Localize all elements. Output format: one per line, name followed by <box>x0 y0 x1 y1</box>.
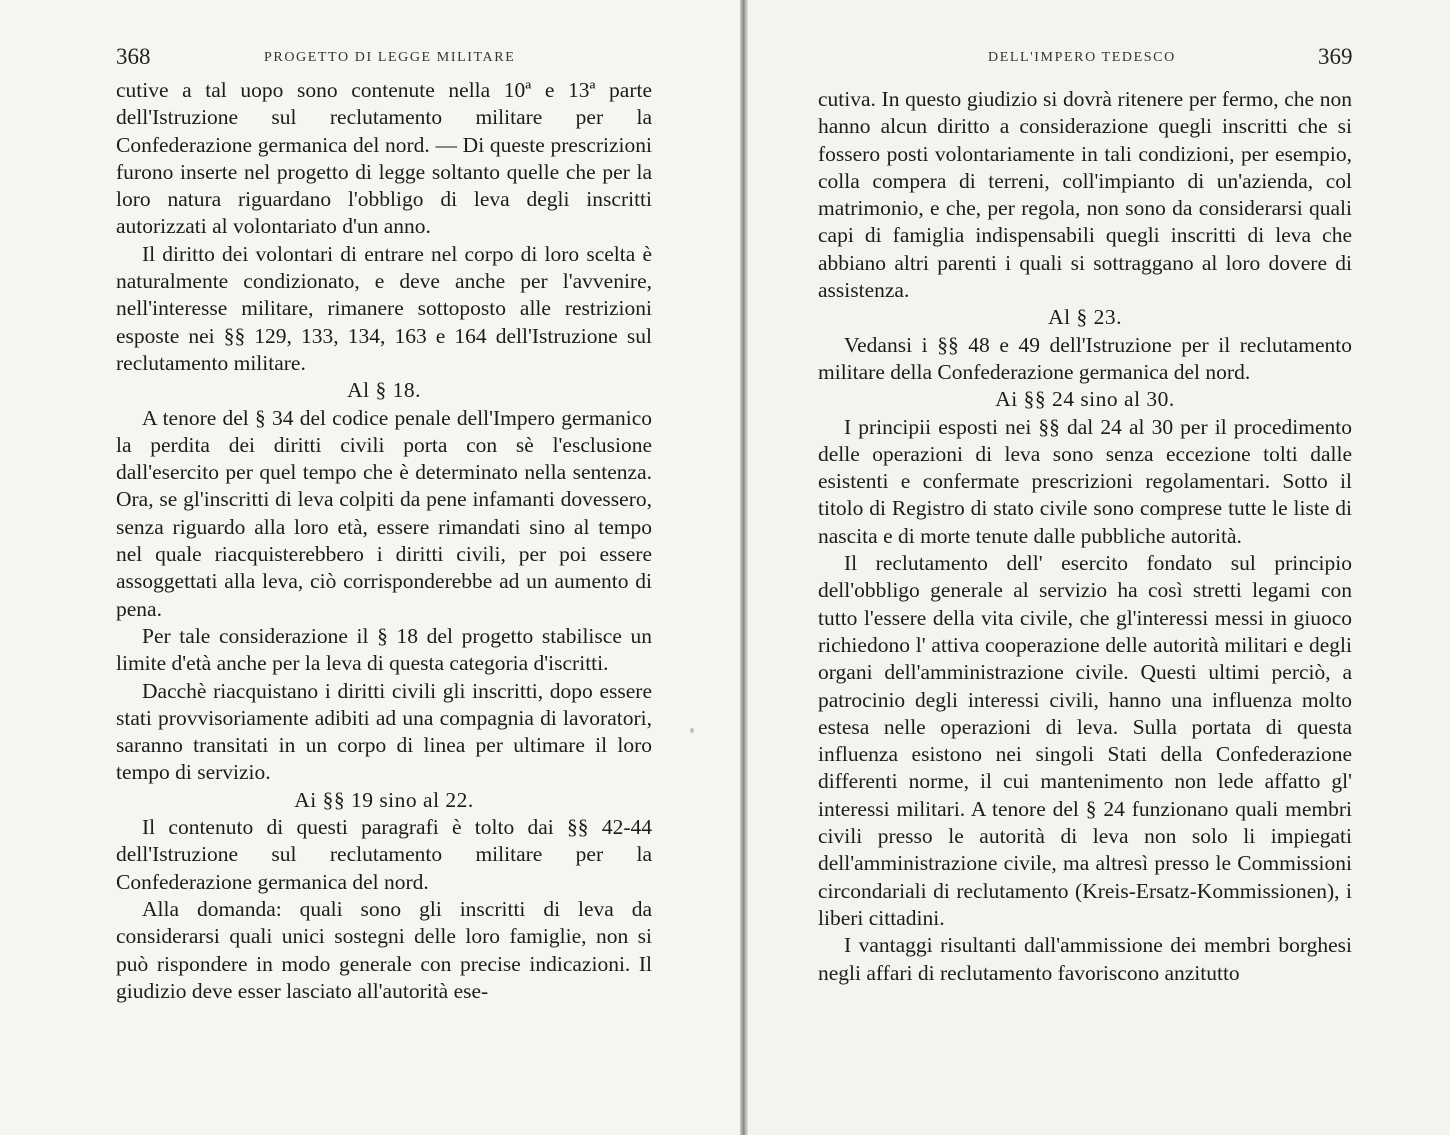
paragraph: Vedansi i §§ 48 e 49 dell'Istruzione per il reclutamento militare della Confederazione germanica del nord. <box>818 332 1352 384</box>
right-page <box>748 0 1450 1135</box>
section-heading: Al § 23. <box>1048 305 1122 330</box>
section-heading: Al § 18. <box>347 378 421 403</box>
paragraph: I principii esposti nei §§ dal 24 al 30 per il procedimento delle operazioni di leva sono senza eccezione tolti dalle esistenti e confermate prescrizioni regolamentari. Sotto il titolo di Registro di stato civile sono comprese tutte le liste di nascita e di morte tenute dalle pubbliche autorità. <box>818 414 1352 548</box>
paragraph: A tenore del § 34 del codice penale dell'Impero germanico la perdita dei diritti civili porta con sè l'esclusione dall'esercito per quel tempo che è determinato nella sentenza. Ora, se gl'inscritti di leva colpiti da pene infamanti dovessero, senza riguardo alla loro età, essere rimandati sino al tempo nel quale riacquisterebbero i diritti civili, per poi essere assoggettati alla leva, ciò corrisponderebbe ad un aumento di pena. <box>116 405 652 621</box>
paragraph: cutive a tal uopo sono contenute nella 10ª e 13ª parte dell'Istruzione sul reclutamento militare per la Confederazione germanica del nord. — Di queste prescrizioni furono inserte nel progetto di legge soltanto quelle che per la loro natura riguardano l'obbligo di leva degli inscritti autorizzati al volontariato d'un anno. <box>116 78 652 239</box>
body-text <box>818 86 1352 987</box>
paragraph: Dacchè riacquistano i diritti civili gli inscritti, dopo essere stati provvisoriamente adibiti ad una compagnia di lavoratori, saranno transitati in un corpo di linea per ultimare il loro tempo di servizio. <box>116 678 652 785</box>
section-heading: Ai §§ 19 sino al 22. <box>294 787 474 812</box>
paragraph: Il contenuto di questi paragrafi è tolto dai §§ 42-44 dell'Istruzione sul reclutamento militare per la Confederazione germanica del nord. <box>116 815 652 894</box>
paragraph: cutiva. In questo giudizio si dovrà ritenere per fermo, che non hanno alcun diritto a considerazione quegli inscritti che si fossero posti volontariamente in tali condizioni, per esempio, colla compera di terreni, coll'impianto di un'azienda, col matrimonio, e che, per regola, non sono da considerarsi quali capi di famiglia indispensabili quegli inscritti di leva che abbiano altri parenti i quali si sottraggano al loro dovere di assistenza. <box>818 87 1352 303</box>
paragraph: Il diritto dei volontari di entrare nel corpo di loro scelta è naturalmente condizionato, e deve anche per l'avvenire, nell'interesse militare, rimanere sottoposto alle restrizioni esposte nei §§ 129, 133, 134, 163 e 164 dell'Istruzione sul reclutamento militare. <box>116 241 652 375</box>
running-head: DELL'IMPERO TEDESCO <box>988 50 1176 65</box>
running-head: PROGETTO DI LEGGE MILITARE <box>264 50 516 65</box>
page-number: 369 <box>1318 44 1353 69</box>
paragraph: I vantaggi risultanti dall'ammissione dei membri borghesi negli affari di reclutamento favoriscono anzitutto <box>818 933 1352 985</box>
paragraph: Alla domanda: quali sono gli inscritti di leva da considerarsi quali unici sostegni delle loro famiglie, non si può rispondere in modo generale con precise indicazioni. Il giudizio deve esser lasciato all'autorità ese- <box>116 896 652 1003</box>
section-heading: Ai §§ 24 sino al 30. <box>995 387 1175 412</box>
page-number: 368 <box>116 44 151 69</box>
paragraph: Per tale considerazione il § 18 del progetto stabilisce un limite d'età anche per la leva di questa categoria d'iscritti. <box>116 623 652 676</box>
ink-speck <box>690 728 694 733</box>
body-text <box>116 77 652 1005</box>
book-gutter <box>740 0 748 1135</box>
paragraph: Il reclutamento dell' esercito fondato sul principio dell'obbligo generale al servizio ha così stretti legami con tutto l'essere della vita civile, che gl'interessi messi in giuoco richiedono l' attiva cooperazione delle autorità militari e degli organi dell'amministrazione civile. Questi ultimi perciò, a patrocinio degli interessi civili, hanno una influenza molto estesa nelle operazioni di leva. Sulla portata di questa influenza esistono nei singoli Stati della Confederazione differenti norme, il cui mantenimento non lede affatto gl' interessi militari. A tenore del § 24 funzionano quali membri civili presso le autorità di leva non solo li impiegati dell'amministrazione civile, ma altresì presso le Commissioni circondariali di reclutamento (Kreis-Ersatz-Kommissionen), i liberi cittadini. <box>818 551 1352 930</box>
